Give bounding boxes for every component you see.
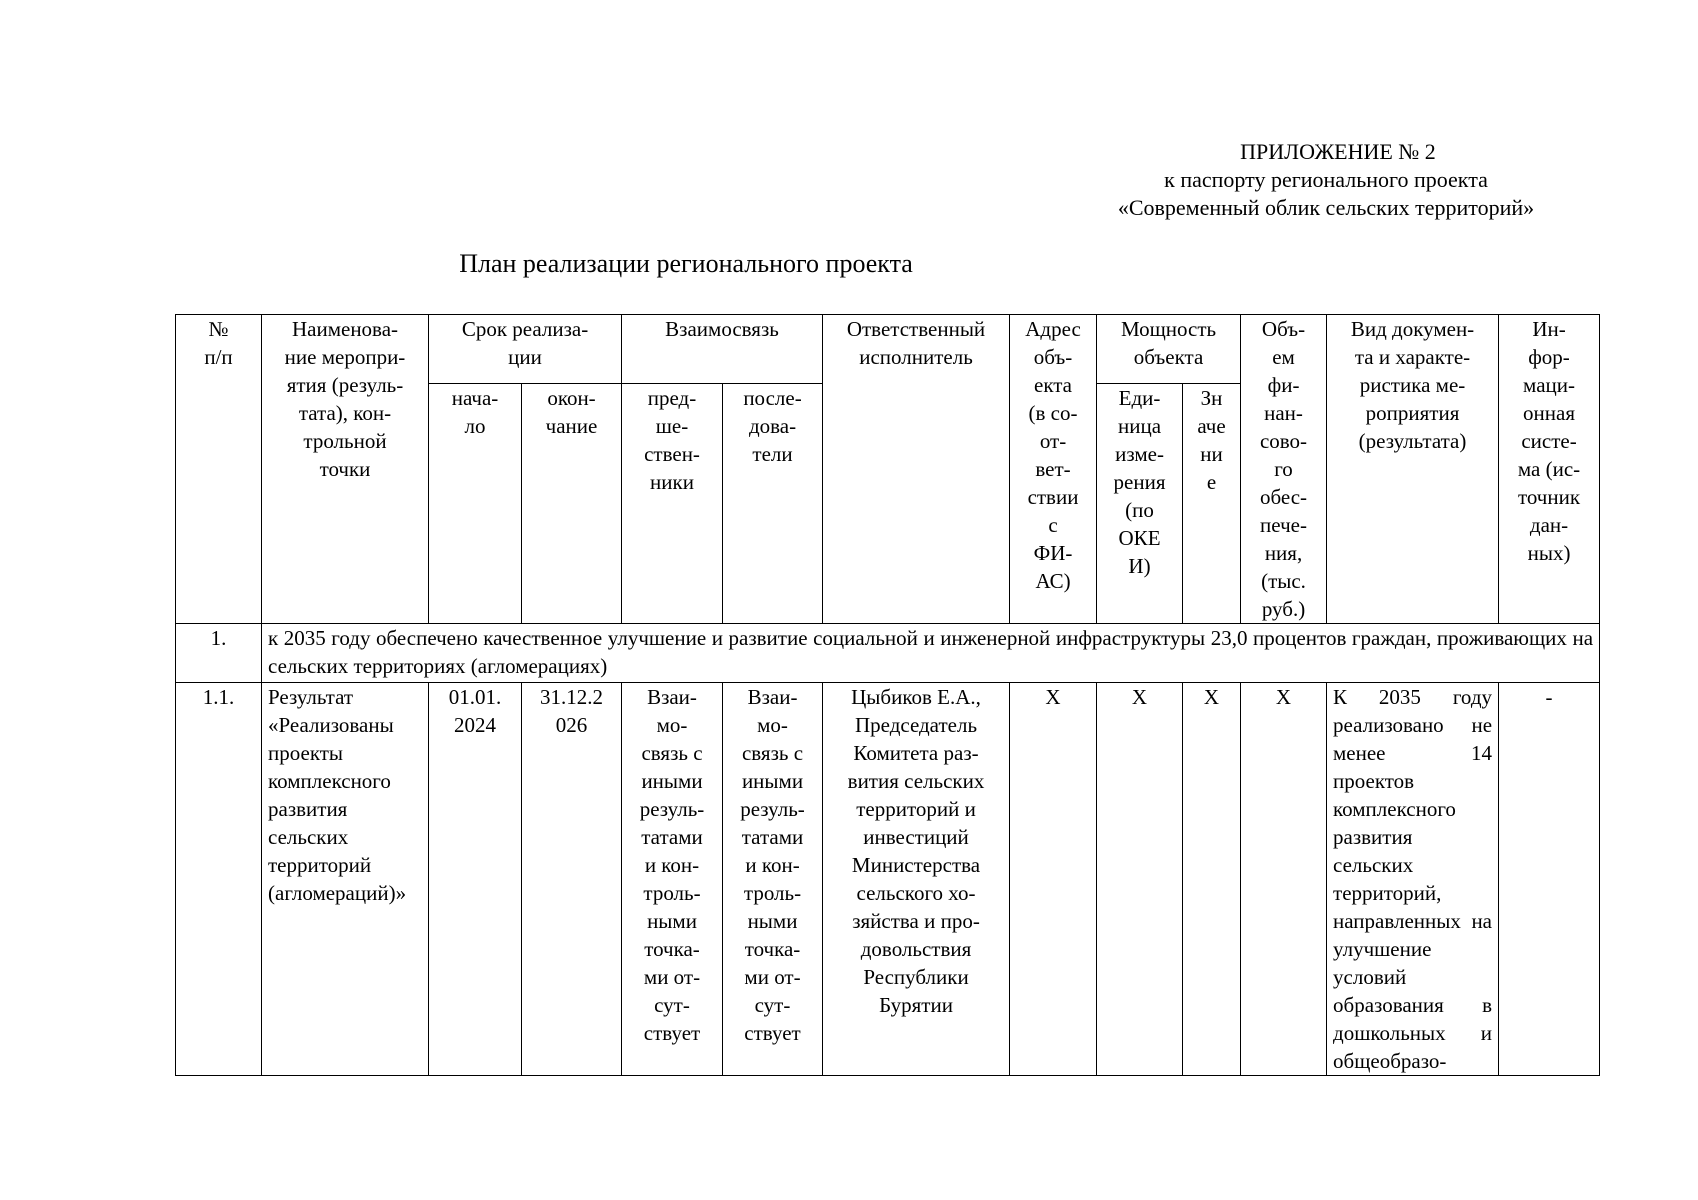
row-address: Х [1010,683,1097,1076]
row-info-system: - [1499,683,1600,1076]
implementation-plan-table [175,314,1600,1076]
appendix-reference: к паспорту регионального проекта [1164,167,1488,192]
header-address: Адрес объ- екта (в со- от- вет- ствии с ФИ- АС) [1010,315,1097,624]
document-title: План реализации регионального проекта [459,249,913,278]
header-capacity-value: Зн аче ни е [1183,384,1241,624]
header-period: Срок реализа- ции [429,315,622,384]
row-num: 1.1. [176,683,262,1076]
header-capacity: Мощность объекта [1097,315,1241,384]
section-num: 1. [176,624,262,683]
header-relation-next: после- дова- тели [723,384,823,624]
header-name: Наименова- ние меропри- ятия (резуль- тата), кон- трольной точки [262,315,429,624]
row-start-date: 01.01. 2024 [429,683,522,1076]
header-funding: Объ- ем фи- нан- сово- го обес- пече- ния, (тыс. руб.) [1241,315,1327,624]
header-num: № п/п [176,315,262,624]
row-predecessors: Взаи- мо- связь с иными резуль- татами и кон- троль- ными точка- ми от- сут- ствует [622,683,723,1076]
header-relation: Взаимосвязь [622,315,823,384]
section-row [176,624,1600,683]
row-name: Результат «Реализованы проекты комплексного развития сельских территорий (агломераций)» [262,683,429,1076]
header-relation-prev: пред- ше- ствен- ники [622,384,723,624]
section-text: к 2035 году обеспечено качественное улучшение и развитие социальной и инженерной инфраструктуры 23,0 процентов граждан, проживающих на сельских территориях (агломерациях) [262,624,1600,683]
appendix-project-name: «Современный облик сельских территорий» [1117,195,1535,220]
appendix-number: ПРИЛОЖЕНИЕ № 2 [1240,139,1436,164]
row-doc-type: К 2035 году реализовано не менее 14 проектов комплексного развития сельских территорий, направленных на улучшение условий образования в дошкольных и общеобразо- [1327,683,1499,1076]
header-period-start: нача- ло [429,384,522,624]
row-end-date: 31.12.2 026 [522,683,622,1076]
row-successors: Взаи- мо- связь с иными резуль- татами и кон- троль- ными точка- ми от- сут- ствует [723,683,823,1076]
header-info-system: Ин- фор- маци- онная систе- ма (ис- точник дан- ных) [1499,315,1600,624]
appendix-header [986,138,1586,222]
header-doc-type: Вид докумен- та и характе- ристика ме- роприятия (результата) [1327,315,1499,624]
row-responsible: Цыбиков Е.А., Председатель Комитета раз- вития сельских территорий и инвестиций Министерства сельского хо- зяйства и про- довольствия Республики Бурятии [823,683,1010,1076]
row-funding: Х [1241,683,1327,1076]
header-row-1 [176,315,1600,384]
header-capacity-unit: Еди- ница изме- рения (по ОКЕ И) [1097,384,1183,624]
row-unit: Х [1097,683,1183,1076]
row-value: Х [1183,683,1241,1076]
header-responsible: Ответственный исполнитель [823,315,1010,624]
header-period-end: окон- чание [522,384,622,624]
table-row [176,683,1600,1076]
